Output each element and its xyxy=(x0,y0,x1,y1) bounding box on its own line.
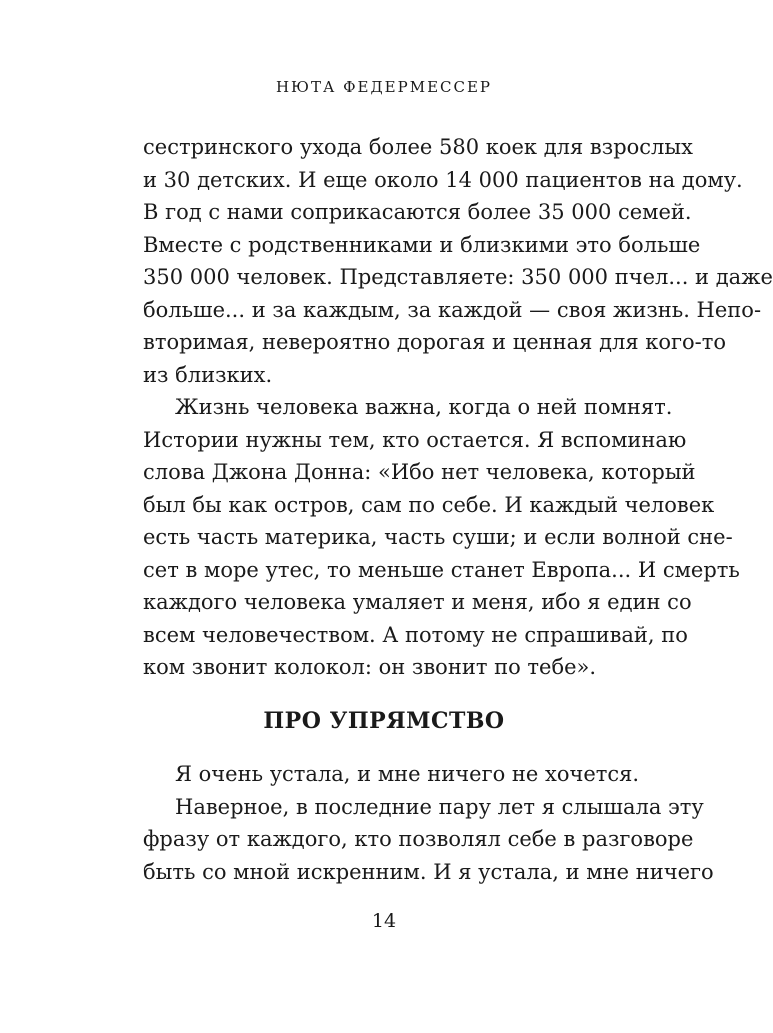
body-text-bottom xyxy=(143,758,714,888)
running-head: НЮТА ФЕДЕРМЕССЕР xyxy=(275,78,493,96)
text-line: и 30 детских. И еще около 14 000 пациентов на дому. xyxy=(143,167,743,192)
text-line: Наверное, в последние пару лет я слышала эту xyxy=(175,794,704,819)
text-line: быть со мной искренним. И я устала, и мне ничего xyxy=(143,859,714,884)
text-line: больше... и за каждым, за каждой — своя жизнь. Непо- xyxy=(143,297,762,322)
text-line: сестринского ухода более 580 коек для взрослых xyxy=(143,135,693,159)
section-heading: ПРО УПРЯМСТВО xyxy=(263,708,505,734)
text-line: фразу от каждого, кто позволял себе в разговоре xyxy=(143,827,694,851)
text-line: слова Джона Донна: «Ибо нет человека, который xyxy=(143,460,696,484)
text-line: сет в море утес, то меньше станет Европа... И смерть xyxy=(143,557,740,582)
text-line: В год с нами соприкасаются более 35 000 семей. xyxy=(143,200,692,224)
text-line: каждого человека умаляет и меня, ибо я един со xyxy=(143,590,692,614)
text-line: вторимая, невероятно дорогая и ценная для кого-то xyxy=(143,330,727,354)
text-line: ком звонит колокол: он звонит по тебе». xyxy=(143,655,597,679)
text-line: есть часть материка, часть суши; и если волной сне- xyxy=(143,525,733,549)
text-line: Я очень устала, и мне ничего не хочется. xyxy=(175,762,640,786)
text-line: был бы как остров, сам по себе. И каждый человек xyxy=(143,492,715,517)
body-text-top xyxy=(143,131,773,684)
text-line: Вместе с родственниками и близкими это больше xyxy=(143,232,701,257)
text-line: Жизнь человека важна, когда о ней помнят. xyxy=(175,395,673,419)
page-number: 14 xyxy=(371,910,397,932)
text-line: из близких. xyxy=(143,362,273,387)
text-line: всем человечеством. А потому не спрашивай, по xyxy=(143,622,688,647)
text-line: 350 000 человек. Представляете: 350 000 пчел... и даже xyxy=(143,265,773,289)
text-line: Истории нужны тем, кто остается. Я вспоминаю xyxy=(143,427,687,452)
